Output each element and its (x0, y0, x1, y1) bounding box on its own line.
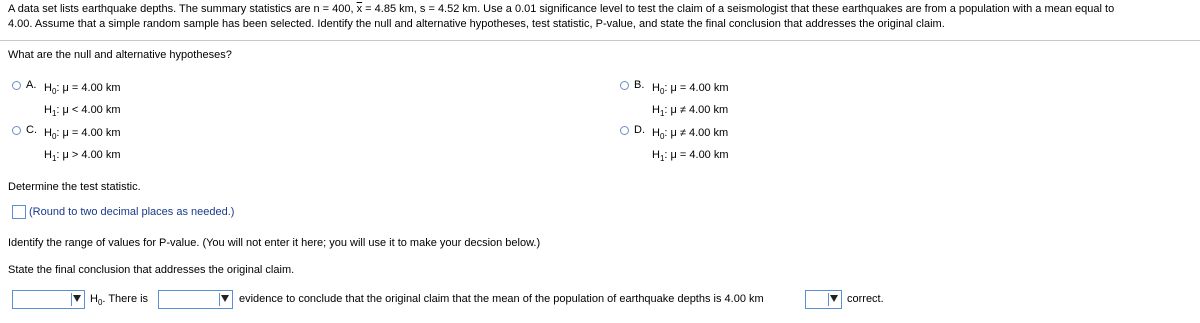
radio-button-b[interactable] (620, 81, 629, 90)
option-b[interactable] (620, 79, 729, 123)
problem-line1-pre: A data set lists earthquake depths. The summary statistics are n = 400, (8, 3, 357, 15)
reject-decision-dropdown[interactable] (12, 290, 85, 309)
hypothesis-null: $H_0$: μ = 4.00 km (652, 82, 729, 97)
problem-statement (8, 2, 1188, 32)
option-d[interactable] (620, 124, 729, 168)
xbar-symbol: $\overline{x}$ (356, 3, 363, 15)
option-a[interactable] (12, 79, 121, 123)
radio-button-c[interactable] (12, 126, 21, 135)
question-hypotheses: What are the null and alternative hypotheses? (8, 49, 232, 61)
evidence-dropdown[interactable] (158, 290, 233, 309)
option-letter: B. (634, 79, 645, 91)
question-pvalue: Identify the range of values for P-value. (You will not enter it here; you will use it to make your decsion below.) (8, 237, 541, 249)
chevron-down-icon (221, 295, 229, 302)
radio-button-d[interactable] (620, 126, 629, 135)
round-hint: (Round to two decimal places as needed.) (29, 206, 235, 218)
option-letter: C. (26, 124, 37, 136)
claim-correctness-dropdown[interactable] (805, 290, 842, 309)
conclusion-middle-text: evidence to conclude that the original claim that the mean of the population of earthquake depths is 4.00 km (239, 293, 764, 305)
question-conclusion: State the final conclusion that addresses the original claim. (8, 264, 295, 276)
hypothesis-null: $H_0$: μ = 4.00 km (44, 82, 121, 97)
dropdown-separator (219, 293, 220, 306)
option-letter: A. (26, 79, 37, 91)
question-test-statistic: Determine the test statistic. (8, 181, 141, 193)
hypothesis-alt: $H_1$: μ = 4.00 km (652, 149, 729, 164)
hypothesis-null: $H_0$: μ ≠ 4.00 km (652, 127, 729, 142)
conclusion-h0-text: $H_0$. There is (90, 293, 149, 308)
divider (0, 40, 1200, 41)
conclusion-end-text: correct. (847, 293, 884, 305)
hypothesis-null: $H_0$: μ = 4.00 km (44, 127, 121, 142)
problem-line1-post: = 4.85 km, s = 4.52 km. Use a 0.01 significance level to test the claim of a seismologist that these earthquakes are from a population with a mean equal to (362, 3, 1115, 15)
hypothesis-alt: $H_1$: μ < 4.00 km (44, 104, 121, 119)
hypothesis-alt: $H_1$: μ ≠ 4.00 km (652, 104, 729, 119)
option-letter: D. (634, 124, 645, 136)
test-statistic-input[interactable] (12, 205, 26, 219)
radio-button-a[interactable] (12, 81, 21, 90)
hypothesis-alt: $H_1$: μ > 4.00 km (44, 149, 121, 164)
chevron-down-icon (73, 295, 81, 302)
dropdown-separator (828, 293, 829, 306)
chevron-down-icon (830, 295, 838, 302)
dropdown-separator (71, 293, 72, 306)
problem-line2: 4.00. Assume that a simple random sample has been selected. Identify the null and alternative hypotheses, test statistic, P-value, and state the final conclusion that addresses the original claim. (8, 18, 945, 30)
option-c[interactable] (12, 124, 121, 168)
